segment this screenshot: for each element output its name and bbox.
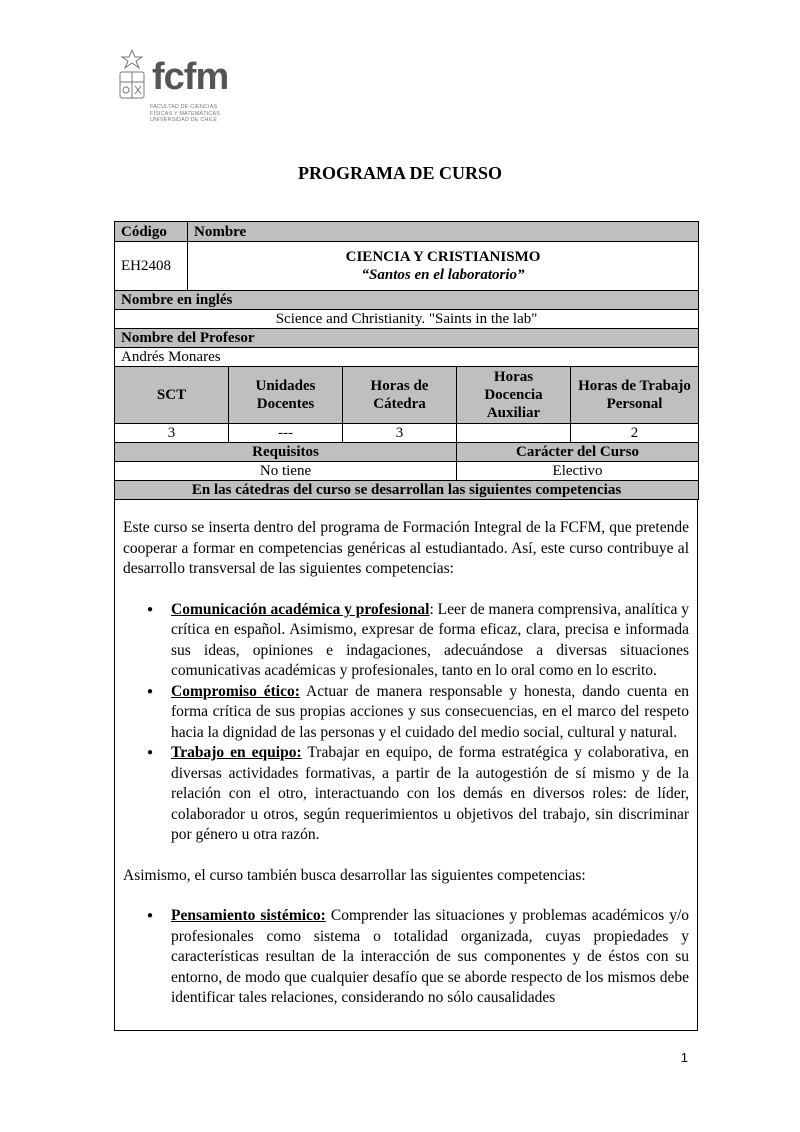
competency-text: Comprender las situaciones y problemas académicos y/o profesionales como sistema o totalidad organizada, cuyas propiedades y características resultan de la interacción de sus componentes y de éstos con su entorno, de modo que cualquier desafío que se aborde respecto de los mismos debe identificar tales relaciones, considerando no sólo causalidades <box>171 907 689 1006</box>
hours-value-unidades: --- <box>229 424 343 443</box>
competencias-list <box>123 600 689 846</box>
hours-value-personal: 2 <box>571 424 699 443</box>
competency-term: Compromiso ético: <box>171 682 300 700</box>
hours-value-auxiliar <box>457 424 571 443</box>
course-name: CIENCIA Y CRISTIANISMO <box>345 249 541 265</box>
competencias-section <box>114 500 698 1031</box>
hours-header-unidades: Unidades Docentes <box>229 367 343 424</box>
fcfm-logo <box>112 46 242 130</box>
competency-term: Trabajo en equipo: <box>171 744 302 761</box>
hours-header-sct: SCT <box>115 367 229 424</box>
hours-header-catedra: Horas de Cátedra <box>343 367 457 424</box>
university-crest-icon <box>114 48 150 104</box>
hours-value-sct: 3 <box>115 424 229 443</box>
profesor-name: Andrés Monares <box>115 348 699 367</box>
requisitos-label: Requisitos <box>115 443 457 462</box>
codigo-label: Código <box>115 222 188 242</box>
competencias-intro: Este curso se inserta dentro del programa de Formación Integral de la FCFM, que pretende cooperar a formar en competencias genéricas al estudiantado. Así, este curso contribuye al desarrollo transversal de las siguientes competencias: <box>123 519 689 577</box>
competency-term: Pensamiento sistémico: <box>171 907 326 924</box>
logo-subtitle: FACULTAD DE CIENCIAS FÍSICAS Y MATEMÁTICAS UNIVERSIDAD DE CHILE <box>150 104 221 123</box>
list-item <box>171 743 689 846</box>
hours-header-auxiliar: Horas Docencia Auxiliar <box>457 367 571 424</box>
competency-term: Comunicación académica y profesional <box>171 600 430 618</box>
competency-text: Trabajar en equipo, de forma estratégica y colaborativa, en diversas actividades formativas, a partir de la autogestión de sí mismo y de la relación con el otro, interactuando con los demás en diversos roles: de líder, colaborador u otros, según requerimientos u objetivos del trabajo, sin discriminar por género u otra razón. <box>171 744 689 843</box>
competency-text: Leer de manera comprensiva, analítica y crítica en español. Asimismo, expresar de forma eficaz, clara, precisa e informada sus ideas, opiniones e indagaciones, adecuándose a diversas situaciones comunicativas académicas y profesionales, tanto en lo oral como en lo escrito. <box>171 600 689 679</box>
hours-value-catedra: 3 <box>343 424 457 443</box>
competencias-label: En las cátedras del curso se desarrollan las siguientes competencias <box>115 481 699 500</box>
course-title-cell <box>188 242 699 291</box>
hours-header-personal: Horas de Trabajo Personal <box>571 367 699 424</box>
course-info-table <box>114 221 699 500</box>
competencias-also: Asimismo, el curso también busca desarrollar las siguientes competencias: <box>123 866 586 884</box>
competency-text: Actuar de manera responsable y honesta, dando cuenta en forma crítica de sus propias acciones y sus consecuencias, en el marco del respeto hacia la dignidad de las personas y el cuidado del medio social, cultural y natural. <box>171 682 689 741</box>
caracter-label: Carácter del Curso <box>457 443 699 462</box>
english-name: Science and Christianity. "Saints in the lab" <box>115 310 699 329</box>
list-item <box>171 906 689 1009</box>
competencias-list-2 <box>123 906 689 1009</box>
list-item <box>171 682 689 744</box>
list-item: ● Comunicación académica y profesional: Leer de manera comprensiva, analítica y crítica en español. Asimismo, expresar de forma eficaz, clara, precisa e informada sus ideas, opiniones e indagaciones, adecuándose a diversas situaciones comunicativas académicas y profesionales, tanto en lo oral como en lo escrito. <box>171 600 689 682</box>
page-number: 1 <box>680 1050 688 1065</box>
english-name-label: Nombre en inglés <box>115 291 699 310</box>
course-subtitle: “Santos en el laboratorio” <box>361 267 525 283</box>
page-title: PROGRAMA DE CURSO <box>297 163 502 183</box>
requisitos-value: No tiene <box>115 462 457 481</box>
profesor-label: Nombre del Profesor <box>115 329 699 348</box>
caracter-value: Electivo <box>457 462 699 481</box>
logo-wordmark: fcfm <box>152 56 229 98</box>
course-code: EH2408 <box>115 242 188 291</box>
nombre-label: Nombre <box>188 222 699 242</box>
